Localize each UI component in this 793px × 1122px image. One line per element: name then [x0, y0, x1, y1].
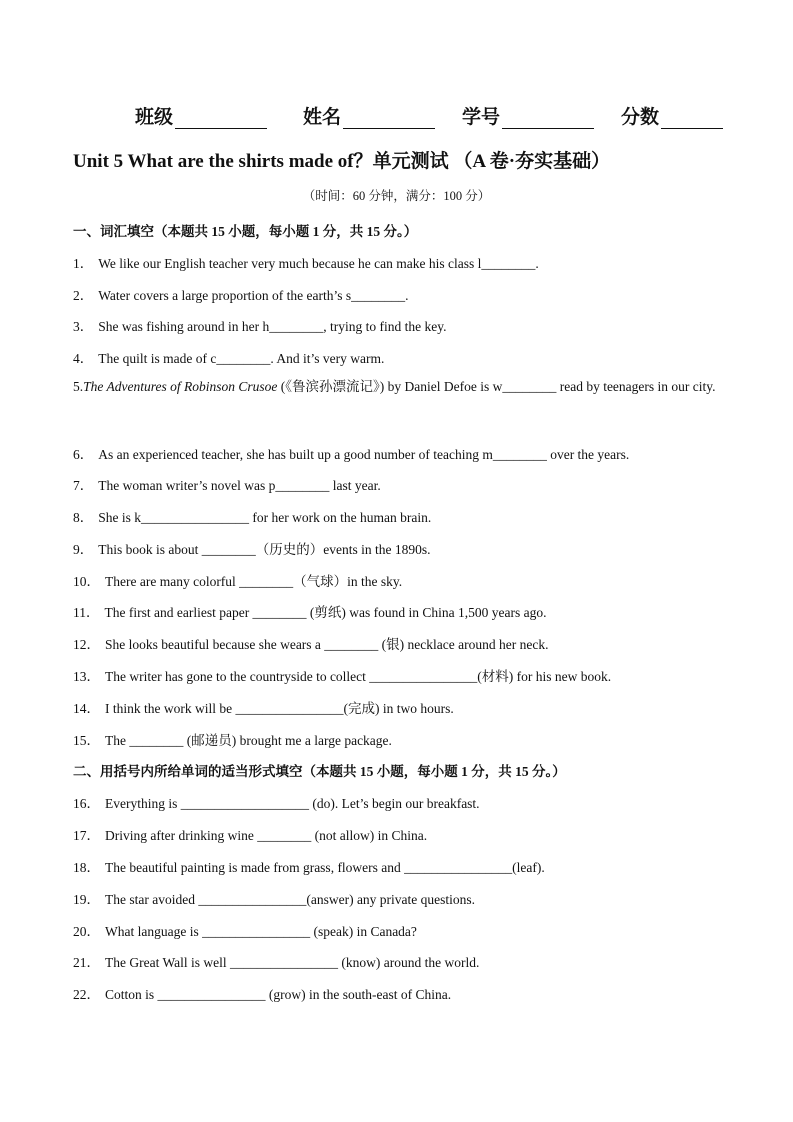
question-21: [73, 951, 725, 971]
question-22: [73, 983, 725, 1003]
name-field[interactable]: [303, 102, 435, 129]
question-number: 1．: [73, 256, 94, 271]
question-11: [73, 601, 725, 621]
question-text: The woman writer’s novel was p________ last year.: [98, 478, 381, 493]
question-13: [73, 665, 725, 685]
score-field[interactable]: [621, 102, 723, 129]
question-text: The star avoided ________________(answer) any private questions.: [105, 892, 476, 907]
question-number: 20．: [73, 924, 100, 939]
exam-info: （时间：60 分钟，满分：100 分）: [302, 189, 491, 203]
section-2-heading: 二、用括号内所给单词的适当形式填空（本题共 15 小题，每小题 1 分，共 15 分。）: [73, 764, 566, 779]
question-8: [73, 506, 725, 526]
score-blank[interactable]: [661, 106, 723, 129]
question-number: 10．: [73, 574, 100, 589]
question-12: [73, 633, 725, 653]
question-number: 12．: [73, 637, 100, 652]
question-text: She looks beautiful because she wears a ________ (银) necklace around her neck.: [105, 637, 549, 652]
question-15: [73, 729, 725, 749]
question-number: 6．: [73, 447, 94, 462]
question-9: [73, 538, 725, 558]
question-6: [73, 443, 725, 463]
question-number: 9．: [73, 542, 94, 557]
book-title: The Adventures of Robinson Crusoe: [83, 379, 278, 394]
question-number: 19．: [73, 892, 100, 907]
question-number: 4．: [73, 351, 94, 366]
question-number: 17．: [73, 828, 100, 843]
question-text: What language is ________________ (speak) in Canada?: [105, 924, 417, 939]
question-text: Water covers a large proportion of the earth’s s________.: [98, 288, 409, 303]
question-number: 21．: [73, 955, 100, 970]
name-blank[interactable]: [343, 106, 435, 129]
question-text: The ________ (邮递员) brought me a large package.: [105, 733, 392, 748]
question-text: As an experienced teacher, she has built up a good number of teaching m________ over the years.: [98, 447, 630, 462]
question-number: 18．: [73, 860, 100, 875]
question-text: Cotton is ________________ (grow) in the south-east of China.: [105, 987, 452, 1002]
question-5: [73, 371, 725, 403]
question-4: [73, 347, 725, 367]
question-text: The beautiful painting is made from grass, flowers and ________________(leaf).: [105, 860, 545, 875]
question-number: 14．: [73, 701, 100, 716]
question-text: There are many colorful ________（气球）in the sky.: [105, 574, 403, 589]
question-text: The writer has gone to the countryside to collect ________________(材料) for his new book.: [105, 669, 612, 684]
number-field[interactable]: [462, 102, 594, 129]
question-number: 2．: [73, 288, 94, 303]
score-label: 分数: [621, 107, 660, 128]
section-1-heading: 一、词汇填空（本题共 15 小题，每小题 1 分，共 15 分。）: [73, 224, 418, 239]
question-number: 7．: [73, 478, 94, 493]
question-text: She was fishing around in her h________, trying to find the key.: [98, 319, 447, 334]
question-17: [73, 824, 725, 844]
name-label: 姓名: [303, 107, 342, 128]
question-number: 5.: [73, 379, 84, 394]
question-10: [73, 570, 725, 590]
question-14: [73, 697, 725, 717]
question-number: 8．: [73, 510, 94, 525]
question-number: 22．: [73, 987, 100, 1002]
question-7: [73, 474, 725, 494]
student-info-fields: [135, 102, 725, 130]
question-text: This book is about ________（历史的）events in the 1890s.: [98, 542, 431, 557]
question-text: She is k________________ for her work on the human brain.: [98, 510, 432, 525]
number-label: 学号: [462, 107, 501, 128]
class-label: 班级: [135, 107, 174, 128]
class-field[interactable]: [135, 102, 267, 129]
question-number: 3．: [73, 319, 94, 334]
question-text: Driving after drinking wine ________ (not allow) in China.: [105, 828, 428, 843]
question-number: 13．: [73, 669, 100, 684]
question-text: I think the work will be ________________(完成) in two hours.: [105, 701, 454, 716]
question-18: [73, 856, 725, 876]
page-title: Unit 5 What are the shirts made of？单元测试 （A 卷·夯实基础）: [73, 151, 611, 172]
question-text: Everything is ___________________ (do). Let’s begin our breakfast.: [105, 796, 480, 811]
question-16: [73, 792, 725, 812]
question-text: The Great Wall is well ________________ (know) around the world.: [105, 955, 480, 970]
question-text: (《鲁滨孙漂流记》) by Daniel Defoe is w________ read by teenagers in our city.: [277, 379, 716, 394]
question-20: [73, 920, 725, 940]
question-text: We like our English teacher very much because he can make his class l________.: [98, 256, 539, 271]
question-text: The quilt is made of c________. And it’s very warm.: [98, 351, 385, 366]
question-3: [73, 315, 725, 335]
question-number: 15．: [73, 733, 100, 748]
question-number: 16．: [73, 796, 100, 811]
question-2: [73, 284, 725, 304]
class-blank[interactable]: [175, 106, 267, 129]
number-blank[interactable]: [502, 106, 594, 129]
question-19: [73, 888, 725, 908]
question-1: [73, 252, 725, 272]
question-number: 11．: [73, 605, 100, 620]
question-text: The first and earliest paper ________ (剪纸) was found in China 1,500 years ago.: [104, 605, 547, 620]
